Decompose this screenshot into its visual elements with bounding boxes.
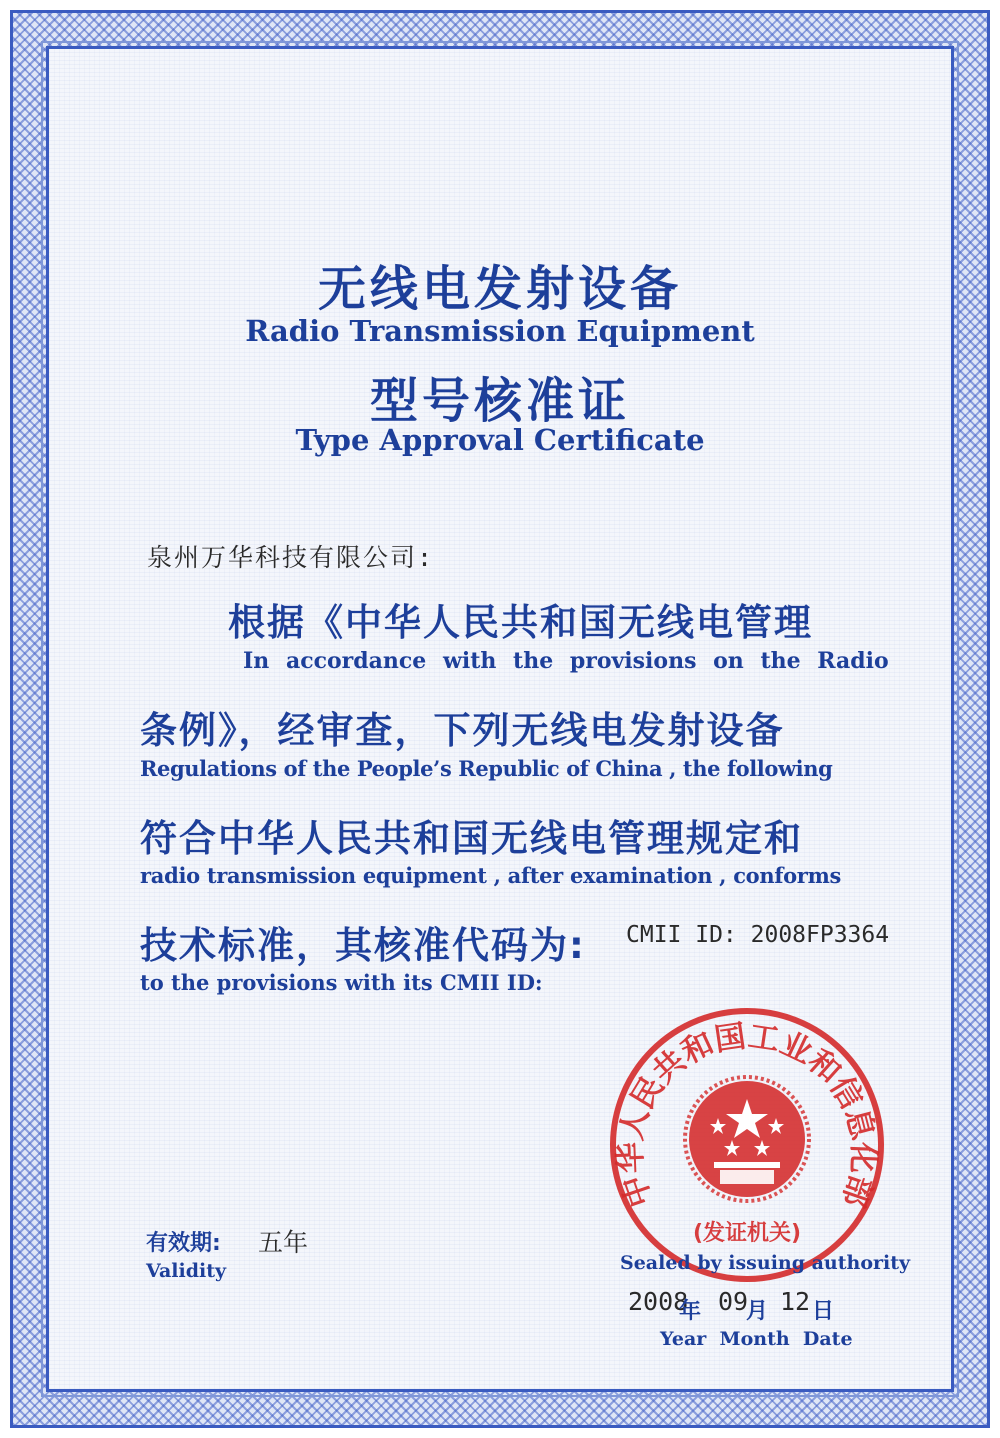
- cmii-id-value: CMII ID: 2008FP3364: [626, 922, 890, 948]
- body-zh-line1: 根据《中华人民共和国无线电管理: [228, 601, 813, 644]
- seal-ring-text: 中华人民共和国工业和信息化部: [612, 1018, 882, 1212]
- date-day: 12: [780, 1287, 811, 1316]
- body-en-line1: In accordance with the provisions on the Radio: [243, 648, 889, 674]
- title-en-line1: Radio Transmission Equipment: [245, 314, 755, 348]
- body-en-line4: to the provisions with its CMII ID:: [140, 970, 543, 995]
- body-en-line3: radio transmission equipment , after examination , conforms: [140, 863, 842, 888]
- date-year-char: 年: [679, 1299, 702, 1324]
- validity-label-zh: 有效期:: [146, 1231, 221, 1256]
- recipient-company: 泉州万华科技有限公司:: [147, 543, 435, 572]
- seal-subtitle: (发证机关): [692, 1221, 802, 1246]
- date-month: 09: [718, 1287, 749, 1316]
- title-en-line2: Type Approval Certificate: [295, 423, 705, 457]
- date-year: 2008: [628, 1287, 689, 1316]
- body-zh-line4: 技术标准，其核准代码为:: [140, 924, 586, 967]
- validity-value: 五年: [258, 1228, 309, 1257]
- official-seal: [606, 1004, 888, 1286]
- validity-label-en: Validity: [146, 1260, 227, 1282]
- date-month-char: 月: [746, 1299, 769, 1324]
- body-en-line2: Regulations of the People’s Republic of China , the following: [140, 756, 833, 781]
- body-zh-line3: 符合中华人民共和国无线电管理规定和: [140, 817, 803, 860]
- date-day-char: 日: [812, 1299, 835, 1324]
- sealed-by-label: Sealed by issuing authority: [620, 1252, 911, 1274]
- body-zh-line2: 条例》，经审查，下列无线电发射设备: [140, 709, 785, 752]
- title-zh-line2: 型号核准证: [369, 373, 630, 429]
- date-label: Year Month Date: [660, 1328, 853, 1350]
- title-zh-line1: 无线电发射设备: [317, 261, 682, 317]
